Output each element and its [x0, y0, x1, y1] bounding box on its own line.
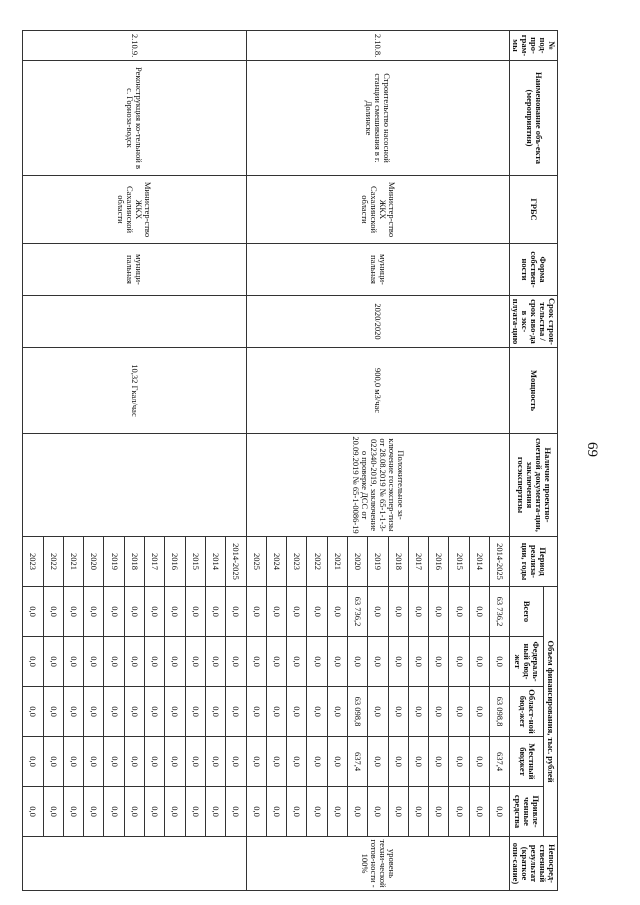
local-value: 0,0	[226, 737, 246, 787]
header-finance-group: Объем финансирования, тыс. рублей	[544, 587, 558, 837]
federal-value: 0,0	[205, 637, 225, 687]
period-year: 2014-2025	[226, 537, 246, 587]
period-year: 2018	[388, 537, 408, 587]
period-year: 2014-2025	[490, 537, 510, 587]
federal-value: 0,0	[246, 637, 266, 687]
private-value: 0,0	[307, 787, 327, 837]
local-value: 0,0	[388, 737, 408, 787]
regional-value: 0,0	[165, 687, 185, 737]
total-value: 0,0	[388, 587, 408, 637]
header-regional: Област-ной бюд-жет	[510, 687, 544, 737]
local-value: 0,0	[449, 737, 469, 787]
table-container	[28, 30, 558, 890]
local-value: 0,0	[469, 737, 489, 787]
term	[23, 296, 246, 348]
regional-value: 0,0	[307, 687, 327, 737]
regional-value: 0,0	[429, 687, 449, 737]
period-year: 2015	[449, 537, 469, 587]
table-body	[23, 31, 510, 891]
period-year: 2017	[408, 537, 428, 587]
local-value: 0,0	[43, 737, 63, 787]
header-name: Наименование объ-екта (мероприятия)	[510, 61, 558, 176]
local-value: 0,0	[266, 737, 286, 787]
private-value: 0,0	[226, 787, 246, 837]
period-year: 2020	[84, 537, 104, 587]
local-value: 0,0	[287, 737, 307, 787]
period-year: 2014	[469, 537, 489, 587]
ownership: муници-пальная	[23, 244, 246, 296]
period-year: 2014	[205, 537, 225, 587]
total-value: 0,0	[84, 587, 104, 637]
federal-value: 0,0	[408, 637, 428, 687]
regional-value: 0,0	[408, 687, 428, 737]
regional-value: 0,0	[246, 687, 266, 737]
local-value: 0,0	[84, 737, 104, 787]
regional-value: 0,0	[266, 687, 286, 737]
total-value: 63 736,2	[490, 587, 510, 637]
regional-value: 0,0	[43, 687, 63, 737]
docs	[23, 434, 246, 537]
federal-value: 0,0	[63, 637, 83, 687]
federal-value: 0,0	[104, 637, 124, 687]
regional-value: 0,0	[388, 687, 408, 737]
result-description: уровень техни-ческой готов-ности - 100%	[246, 837, 510, 891]
private-value: 0,0	[145, 787, 165, 837]
total-value: 0,0	[429, 587, 449, 637]
federal-value: 0,0	[185, 637, 205, 687]
period-year: 2024	[266, 537, 286, 587]
header-docs: Наличие проектно-сметной документа-ции, заключения госэкспертизы	[510, 434, 558, 537]
local-value: 0,0	[165, 737, 185, 787]
local-value: 0,0	[145, 737, 165, 787]
total-value: 0,0	[63, 587, 83, 637]
capacity: 900,0 м3/час	[246, 348, 510, 434]
private-value: 0,0	[43, 787, 63, 837]
capacity: 10,32 Гкал/час	[23, 348, 246, 434]
regional-value: 0,0	[287, 687, 307, 737]
regional-value: 0,0	[104, 687, 124, 737]
period-year: 2016	[165, 537, 185, 587]
total-value: 0,0	[23, 587, 43, 637]
federal-value: 0,0	[266, 637, 286, 687]
grbs: Министер-ство ЖКХ Сахалинской области	[23, 176, 246, 244]
federal-value: 0,0	[429, 637, 449, 687]
total-value: 63 736,2	[348, 587, 368, 637]
federal-value: 0,0	[226, 637, 246, 687]
period-year: 2023	[23, 537, 43, 587]
period-year: 2025	[246, 537, 266, 587]
local-value: 0,0	[63, 737, 83, 787]
table-row	[490, 31, 510, 891]
header-period: Период реализа-ции, годы	[510, 537, 558, 587]
total-value: 0,0	[266, 587, 286, 637]
header-term: Срок строи-тельства / срок вво-да в экс-плуата-цию	[510, 296, 558, 348]
header-result: Непосред-ственный результат (краткое опи-сание)	[510, 837, 558, 891]
header-grbs: ГРБС	[510, 176, 558, 244]
private-value: 0,0	[185, 787, 205, 837]
ownership: муници-пальная	[246, 244, 510, 296]
period-year: 2021	[327, 537, 347, 587]
period-year: 2016	[429, 537, 449, 587]
federal-value: 0,0	[469, 637, 489, 687]
federal-value: 0,0	[449, 637, 469, 687]
private-value: 0,0	[165, 787, 185, 837]
row-num: 2.10.9.	[23, 31, 246, 61]
regional-value: 0,0	[368, 687, 388, 737]
total-value: 0,0	[124, 587, 144, 637]
regional-value: 0,0	[226, 687, 246, 737]
result-description	[23, 837, 246, 891]
regional-value: 0,0	[449, 687, 469, 737]
period-year: 2019	[104, 537, 124, 587]
period-year: 2015	[185, 537, 205, 587]
private-value: 0,0	[23, 787, 43, 837]
total-value: 0,0	[226, 587, 246, 637]
federal-value: 0,0	[145, 637, 165, 687]
regional-value: 63 098,8	[490, 687, 510, 737]
header-ownership: Форма собствен-ности	[510, 244, 558, 296]
federal-value: 0,0	[368, 637, 388, 687]
private-value: 0,0	[408, 787, 428, 837]
regional-value: 0,0	[145, 687, 165, 737]
federal-value: 0,0	[287, 637, 307, 687]
table-row	[226, 31, 246, 891]
regional-value: 0,0	[84, 687, 104, 737]
total-value: 0,0	[104, 587, 124, 637]
regional-value: 0,0	[23, 687, 43, 737]
private-value: 0,0	[449, 787, 469, 837]
total-value: 0,0	[287, 587, 307, 637]
private-value: 0,0	[490, 787, 510, 837]
total-value: 0,0	[43, 587, 63, 637]
private-value: 0,0	[84, 787, 104, 837]
period-year: 2022	[307, 537, 327, 587]
total-value: 0,0	[246, 587, 266, 637]
total-value: 0,0	[205, 587, 225, 637]
local-value: 0,0	[246, 737, 266, 787]
period-year: 2020	[348, 537, 368, 587]
header-local: Местный бюджет	[510, 737, 544, 787]
private-value: 0,0	[368, 787, 388, 837]
private-value: 0,0	[429, 787, 449, 837]
regional-value: 0,0	[63, 687, 83, 737]
local-value: 0,0	[408, 737, 428, 787]
header-total: Всего	[510, 587, 544, 637]
federal-value: 0,0	[348, 637, 368, 687]
local-value: 0,0	[104, 737, 124, 787]
federal-value: 0,0	[490, 637, 510, 687]
docs: Положительное за-ключение госэкспер-тизы от 28.08.2019 № 65-1-1-3-022340-2019, заключение о проверке ДСС от 20.09.2019 № 65-1-0086-19	[246, 434, 510, 537]
private-value: 0,0	[266, 787, 286, 837]
federal-value: 0,0	[307, 637, 327, 687]
local-value: 0,0	[124, 737, 144, 787]
federal-value: 0,0	[327, 637, 347, 687]
object-name: Реконструкция ко-тельной в с. Горноза-водск	[23, 61, 246, 176]
period-year: 2021	[63, 537, 83, 587]
federal-value: 0,0	[23, 637, 43, 687]
private-value: 0,0	[246, 787, 266, 837]
regional-value: 0,0	[205, 687, 225, 737]
private-value: 0,0	[63, 787, 83, 837]
local-value: 0,0	[185, 737, 205, 787]
private-value: 0,0	[124, 787, 144, 837]
private-value: 0,0	[388, 787, 408, 837]
grbs: Министер-ство ЖКХ Сахалинской области	[246, 176, 510, 244]
federal-value: 0,0	[43, 637, 63, 687]
page-number: 69	[584, 442, 600, 457]
regional-value: 0,0	[327, 687, 347, 737]
local-value: 0,0	[368, 737, 388, 787]
local-value: 0,0	[429, 737, 449, 787]
total-value: 0,0	[327, 587, 347, 637]
local-value: 0,0	[327, 737, 347, 787]
private-value: 0,0	[469, 787, 489, 837]
total-value: 0,0	[368, 587, 388, 637]
total-value: 0,0	[165, 587, 185, 637]
row-num: 2.10.8.	[246, 31, 510, 61]
total-value: 0,0	[408, 587, 428, 637]
regional-value: 0,0	[185, 687, 205, 737]
private-value: 0,0	[327, 787, 347, 837]
period-year: 2019	[368, 537, 388, 587]
period-year: 2017	[145, 537, 165, 587]
regional-value: 0,0	[469, 687, 489, 737]
header-private: Привле-ченные средства	[510, 787, 544, 837]
header-num: № под-про-грам-мы	[510, 31, 558, 61]
header-federal: Федераль-ный бюд-жет	[510, 637, 544, 687]
private-value: 0,0	[104, 787, 124, 837]
private-value: 0,0	[205, 787, 225, 837]
period-year: 2018	[124, 537, 144, 587]
federal-value: 0,0	[388, 637, 408, 687]
private-value: 0,0	[348, 787, 368, 837]
period-year: 2022	[43, 537, 63, 587]
total-value: 0,0	[449, 587, 469, 637]
total-value: 0,0	[469, 587, 489, 637]
federal-value: 0,0	[124, 637, 144, 687]
federal-value: 0,0	[165, 637, 185, 687]
local-value: 0,0	[205, 737, 225, 787]
total-value: 0,0	[145, 587, 165, 637]
private-value: 0,0	[287, 787, 307, 837]
period-year: 2023	[287, 537, 307, 587]
total-value: 0,0	[307, 587, 327, 637]
local-value: 0,0	[23, 737, 43, 787]
total-value: 0,0	[185, 587, 205, 637]
local-value: 0,0	[307, 737, 327, 787]
local-value: 637,4	[490, 737, 510, 787]
regional-value: 0,0	[124, 687, 144, 737]
object-name: Строительство насосной станции смешивания в г. Долинске	[246, 61, 510, 176]
term: 2020/2020	[246, 296, 510, 348]
header-capacity: Мощность	[510, 348, 558, 434]
regional-value: 63 098,8	[348, 687, 368, 737]
local-value: 637,4	[348, 737, 368, 787]
federal-value: 0,0	[84, 637, 104, 687]
financing-table	[22, 30, 558, 891]
